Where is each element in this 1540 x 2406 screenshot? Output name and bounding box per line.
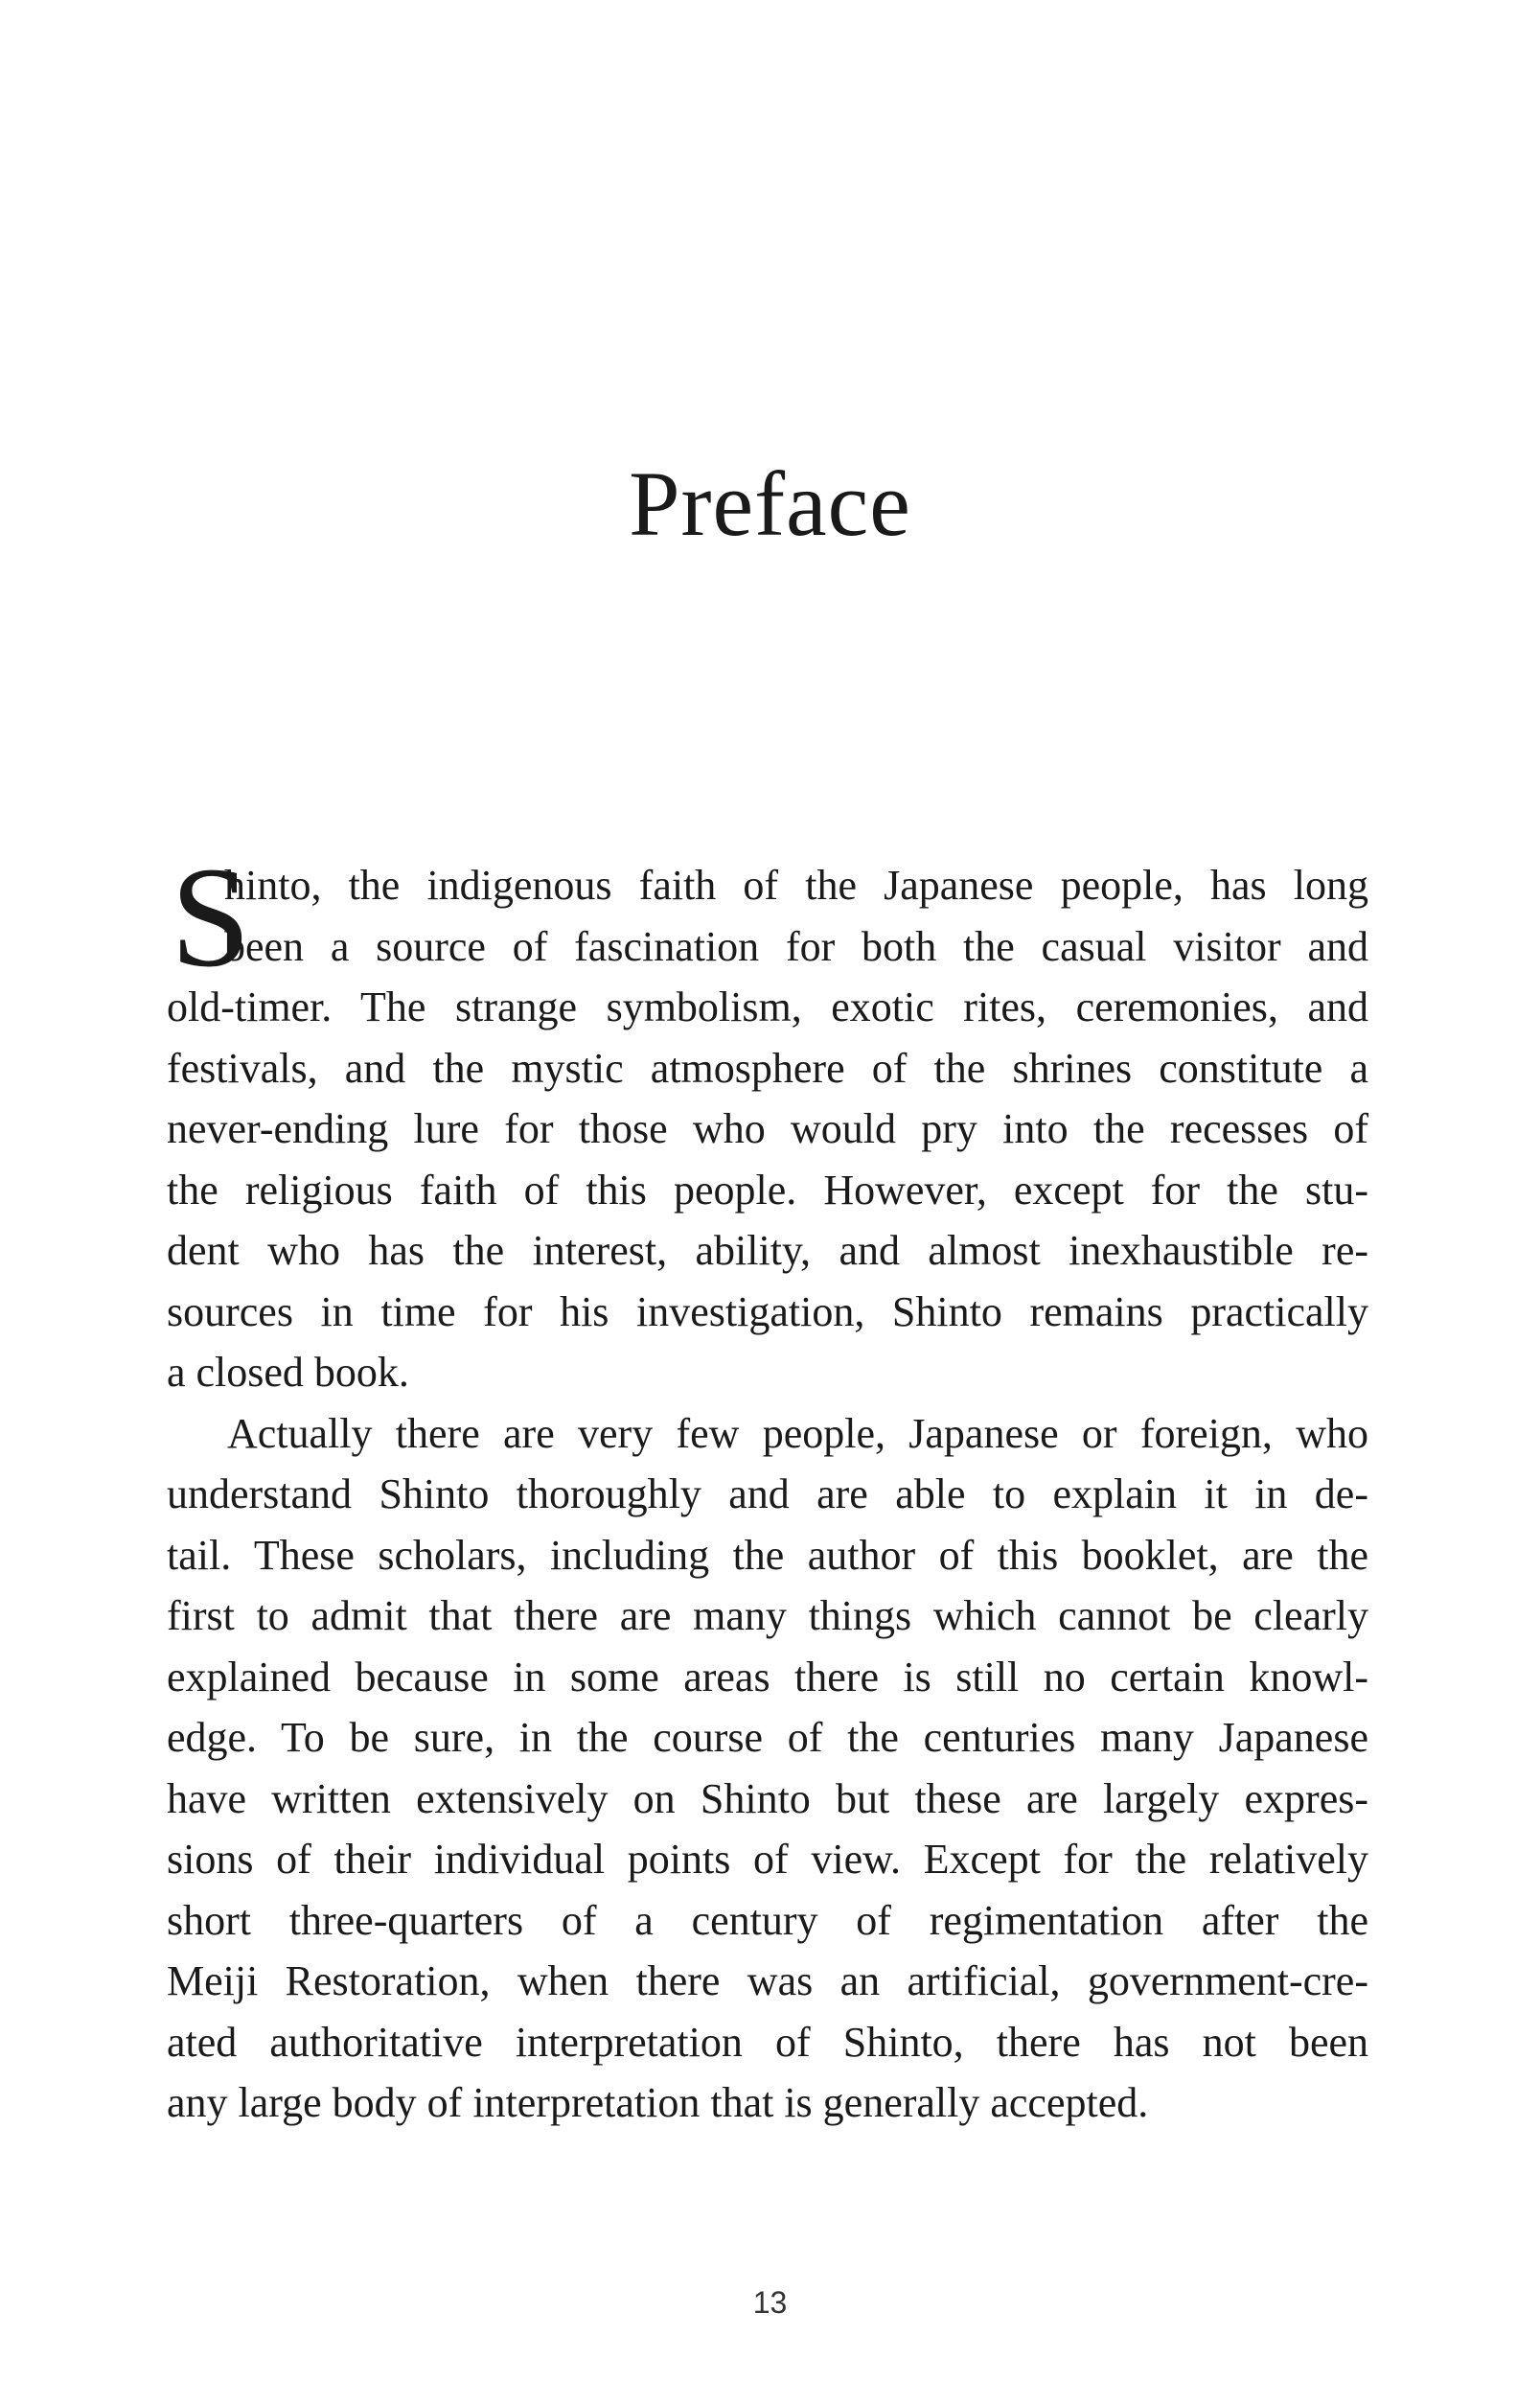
- text-line: edge. To be sure, in the course of the centuries many Japanese: [167, 1714, 1368, 1761]
- text-line: Actually there are very few people, Japanese or foreign, who: [227, 1409, 1368, 1457]
- text-line: dent who has the interest, ability, and almost inexhaustible re-: [167, 1227, 1368, 1274]
- text-line: hinto, the indigenous faith of the Japanese people, has long: [224, 862, 1368, 909]
- text-line: never-ending lure for those who would pry into the recesses of: [167, 1105, 1368, 1152]
- paragraph-1: [167, 838, 1368, 1403]
- text-line: ated authoritative interpretation of Shinto, there has not been: [167, 2018, 1368, 2066]
- text-line: understand Shinto thoroughly and are able to explain it in de-: [167, 1470, 1368, 1517]
- text-line: festivals, and the mystic atmosphere of the shrines constitute a: [167, 1044, 1368, 1092]
- text-line: first to admit that there are many things which cannot be clearly: [167, 1592, 1368, 1639]
- text-line: sources in time for his investigation, Shinto remains practically: [167, 1287, 1368, 1335]
- text-line: sions of their individual points of view. Except for the relatively: [167, 1836, 1368, 1883]
- text-line: the religious faith of this people. However, except for the stu-: [167, 1166, 1368, 1214]
- text-line: any large body of interpretation that is generally accepted.: [167, 2079, 1149, 2126]
- text-line: explained because in some areas there is still no certain knowl-: [167, 1653, 1368, 1700]
- drop-cap: S: [171, 838, 251, 997]
- page-title: Preface: [629, 452, 911, 555]
- text-line: have written extensively on Shinto but these are largely expres-: [167, 1774, 1368, 1822]
- text-line: short three-quarters of a century of regimentation after the: [167, 1896, 1368, 1944]
- paragraph-2: [167, 1403, 1368, 2134]
- text-line: a closed book.: [167, 1349, 409, 1396]
- text-line: Meiji Restoration, when there was an artificial, government-cre-: [167, 1957, 1368, 2004]
- body-text: [167, 838, 1368, 2134]
- text-line: been a source of fascination for both the casual visitor and: [224, 922, 1368, 970]
- text-line: tail. These scholars, including the author of this booklet, are the: [167, 1531, 1368, 1579]
- text-line: old-timer. The strange symbolism, exotic rites, ceremonies, and: [167, 983, 1368, 1030]
- page-number: 13: [752, 2285, 788, 2320]
